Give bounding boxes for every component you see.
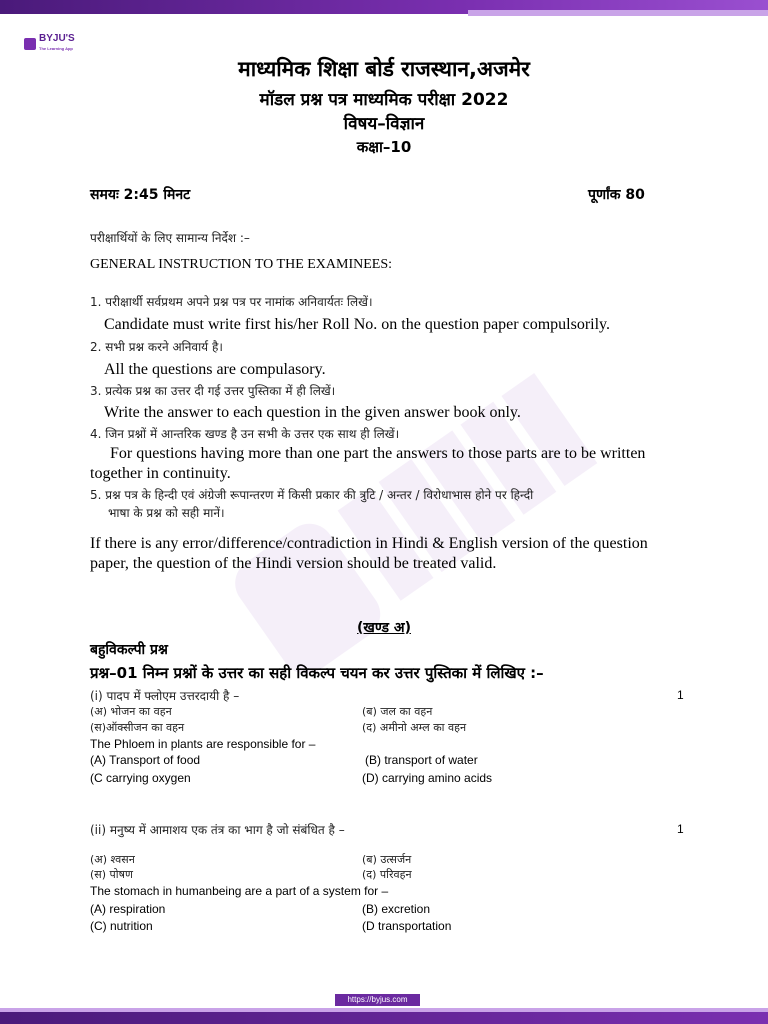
question-1-option-b-english: (B) transport of water	[365, 753, 478, 767]
instruction-5-hindi-line2: भाषा के प्रश्न को सही मानें।	[108, 506, 225, 520]
question-1-option-b-hindi: (ब) जल का वहन	[362, 705, 433, 718]
section-type: बहुविकल्पी प्रश्न	[90, 642, 168, 658]
instruction-5-hindi-line1: 5. प्रश्न पत्र के हिन्दी एवं अंग्रेजी रूपान्तरण में किसी प्रकार की त्रुटि / अन्तर / विरोधाभास होने पर हिन्दी	[90, 488, 534, 502]
question-2-option-c-english: (C) nutrition	[90, 919, 153, 933]
instructions-heading-hindi: परीक्षार्थियों के लिए सामान्य निर्देश :–	[90, 231, 250, 245]
top-accent-bar	[468, 10, 768, 16]
instruction-2-english: All the questions are compulasory.	[104, 361, 326, 378]
question-1-option-d-english: (D) carrying amino acids	[362, 771, 493, 785]
logo-mark-icon	[24, 38, 36, 50]
class-title: कक्षा–10	[356, 138, 412, 156]
question-2-option-d-hindi: (द) परिवहन	[362, 868, 412, 881]
max-marks: पूर्णांक 80	[588, 187, 645, 203]
logo-subtext: The Learning App	[39, 46, 73, 51]
question-1-option-a-hindi: (अ) भोजन का वहन	[90, 705, 172, 718]
question-heading: प्रश्न–01 निम्न प्रश्नों के उत्तर का सही विकल्प चयन कर उत्तर पुस्तिका में लिखिए :–	[90, 664, 544, 682]
question-2-option-a-hindi: (अ) श्वसन	[90, 853, 135, 866]
question-2-option-b-english: (B) excretion	[362, 902, 431, 916]
instruction-2-hindi: 2. सभी प्रश्न करने अनिवार्य है।	[90, 340, 223, 354]
question-1-marks: 1	[677, 688, 684, 702]
instruction-5-english-line1: If there is any error/difference/contradiction in Hindi & English version of the question	[90, 535, 648, 552]
question-1-hindi: (i) पादप में फ्लोएम उत्तरदायी है –	[90, 689, 240, 703]
question-2-marks: 1	[677, 822, 684, 836]
instruction-4-english-line2: together in continuity.	[90, 465, 231, 482]
question-2-option-a-english: (A) respiration	[90, 902, 166, 916]
instruction-3-english: Write the answer to each question in the given answer book only.	[104, 404, 521, 421]
instruction-1-english: Candidate must write first his/her Roll No. on the question paper compulsorily.	[104, 316, 610, 333]
instruction-5-english-line2: paper, the question of the Hindi version should be treated valid.	[90, 555, 497, 572]
instruction-1-hindi: 1. परीक्षार्थी सर्वप्रथम अपने प्रश्न पत्र पर नामांक अनिवार्यतः लिखें।	[90, 295, 373, 309]
footer-url-link[interactable]: https://byjus.com	[335, 994, 420, 1006]
top-header-band	[0, 0, 768, 20]
instruction-3-hindi: 3. प्रत्येक प्रश्न का उत्तर दी गई उत्तर पुस्तिका में ही लिखें।	[90, 384, 336, 398]
instructions-heading-english: GENERAL INSTRUCTION TO THE EXAMINEES:	[90, 257, 393, 272]
instruction-4-english-line1: For questions having more than one part the answers to those parts are to be written	[110, 445, 646, 462]
logo-text: BYJU'S	[39, 33, 75, 44]
question-2-hindi: (ii) मनुष्य में आमाशय एक तंत्र का भाग है जो संबंधित है –	[90, 823, 345, 837]
paper-title: मॉडल प्रश्न पत्र माध्यमिक परीक्षा 2022	[259, 90, 509, 110]
time-allowed: समयः 2:45 मिनट	[90, 187, 191, 203]
section-title: (खण्ड अ)	[357, 620, 411, 636]
question-1-option-a-english: (A) Transport of food	[90, 753, 201, 767]
question-2-option-c-hindi: (स) पोषण	[90, 868, 133, 881]
question-2-english: The stomach in humanbeing are a part of a system for –	[90, 884, 389, 898]
byjus-logo	[24, 34, 75, 54]
bottom-purple-bar	[0, 1012, 768, 1024]
question-1-option-d-hindi: (द) अमीनो अम्ल का वहन	[362, 721, 467, 734]
question-1-english: The Phloem in plants are responsible for –	[90, 737, 316, 751]
question-1-option-c-hindi: (स)ऑक्सीजन का वहन	[90, 721, 185, 734]
question-2-option-b-hindi: (ब) उत्सर्जन	[362, 853, 412, 866]
question-2-option-d-english: (D transportation	[362, 919, 452, 933]
subject-title: विषय–विज्ञान	[343, 114, 425, 134]
question-1-option-c-english: (C carrying oxygen	[90, 771, 191, 785]
board-title: माध्यमिक शिक्षा बोर्ड राजस्थान,अजमेर	[238, 57, 530, 81]
instruction-4-hindi: 4. जिन प्रश्नों में आन्तरिक खण्ड है उन सभी के उत्तर एक साथ ही लिखें।	[90, 427, 400, 441]
